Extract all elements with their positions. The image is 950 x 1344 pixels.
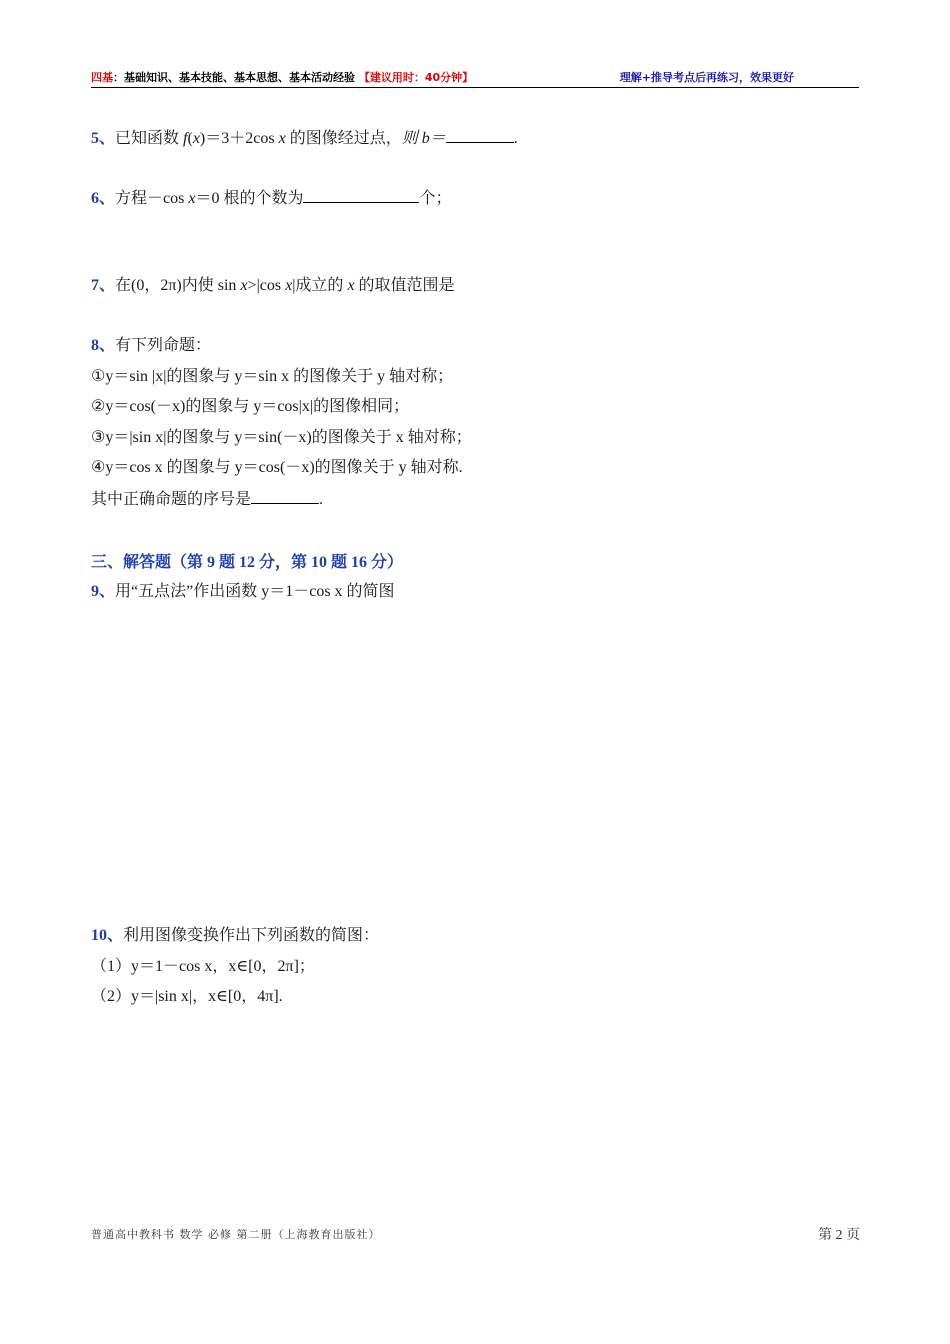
question-6 <box>91 188 452 209</box>
question-separator: 、 <box>107 927 124 944</box>
page-number: 第 2 页 <box>818 1228 860 1243</box>
q7-text-a: 在(0，2π)内使 sin <box>115 277 241 294</box>
q10-item-2: （2）y＝|sin x|，x∈[0，4π]. <box>91 988 283 1005</box>
question-separator: 、 <box>99 130 116 147</box>
footer-book-title: 普通高中教科书 数学 必修 第二册（上海教育出版社） <box>91 1228 381 1241</box>
header-left <box>91 69 473 85</box>
q5-f: f <box>183 130 188 147</box>
answer-blank[interactable] <box>251 489 319 504</box>
q5-x2: x <box>278 130 286 147</box>
q5-text-b: 的图像经过点， <box>285 130 402 147</box>
q8-proposition-4: ④y＝cos x 的图象与 y＝cos(－x)的图像关于 y 轴对称. <box>91 459 463 476</box>
question-separator: 、 <box>99 190 116 207</box>
q6-text-b: ＝0 根的个数为 <box>195 190 304 207</box>
question-separator: 、 <box>99 583 116 600</box>
question-separator: 、 <box>99 277 116 294</box>
q7-x2: x <box>285 277 293 294</box>
q7-text-b: >|cos <box>247 277 286 294</box>
q6-end: 个； <box>419 190 452 207</box>
q8-ask <box>91 489 323 510</box>
header-colon: ： <box>113 71 124 84</box>
header-tip: 理解+推导考点后再练习，效果更好 <box>619 71 794 84</box>
answer-blank[interactable] <box>446 128 514 143</box>
q8-proposition-2: ②y＝cos(－x)的图象与 y＝cos|x|的图像相同； <box>91 398 410 415</box>
question-9 <box>91 582 395 602</box>
question-10 <box>91 926 379 946</box>
q10-intro: 利用图像变换作出下列函数的简图： <box>123 927 380 944</box>
q5-then: 则 b＝ <box>401 130 446 147</box>
section-title: 三、解答题（第 9 题 12 分，第 10 题 16 分） <box>91 554 404 571</box>
q8-intro: 有下列命题： <box>115 337 212 354</box>
header-basics: 基础知识、基本技能、基本思想、基本活动经验 <box>124 71 355 84</box>
question-number: 5 <box>91 130 99 147</box>
question-separator: 、 <box>99 337 116 354</box>
q6-x: x <box>188 190 196 207</box>
q6-text-a: 方程－cos <box>115 190 189 207</box>
q5-text-a: 已知函数 <box>115 130 184 147</box>
q5-end: . <box>513 130 518 147</box>
q7-x3: x <box>347 277 355 294</box>
question-number: 10 <box>91 927 107 944</box>
header-suggested-time: 【建议用时：40分钟】 <box>358 71 474 84</box>
question-number: 9 <box>91 583 99 600</box>
q8-proposition-3: ③y＝|sin x|的图象与 y＝sin(－x)的图像关于 x 轴对称； <box>91 429 472 446</box>
question-number: 8 <box>91 337 99 354</box>
q5-p2: )＝3＋2cos <box>199 130 279 147</box>
q5-p1: ( <box>187 130 193 147</box>
question-number: 6 <box>91 190 99 207</box>
question-5 <box>91 128 518 149</box>
question-7 <box>91 276 455 296</box>
q10-item-1: （1）y＝1－cos x，x∈[0，2π]； <box>91 958 315 975</box>
q7-text-c: |成立的 <box>292 277 348 294</box>
q8-proposition-1: ①y＝sin |x|的图象与 y＝sin x 的图像关于 y 轴对称； <box>91 368 454 385</box>
q8-end: . <box>319 491 324 508</box>
q9-text: 用“五点法”作出函数 y＝1－cos x 的简图 <box>115 583 395 600</box>
q7-text-d: 的取值范围是 <box>354 277 455 294</box>
page-header <box>91 67 859 88</box>
question-number: 7 <box>91 277 99 294</box>
q5-x1: x <box>192 130 200 147</box>
question-8 <box>91 336 211 356</box>
header-prefix: 四基 <box>91 71 113 84</box>
q7-x1: x <box>240 277 248 294</box>
q8-ask-text: 其中正确命题的序号是 <box>91 491 252 508</box>
answer-blank[interactable] <box>303 188 419 203</box>
